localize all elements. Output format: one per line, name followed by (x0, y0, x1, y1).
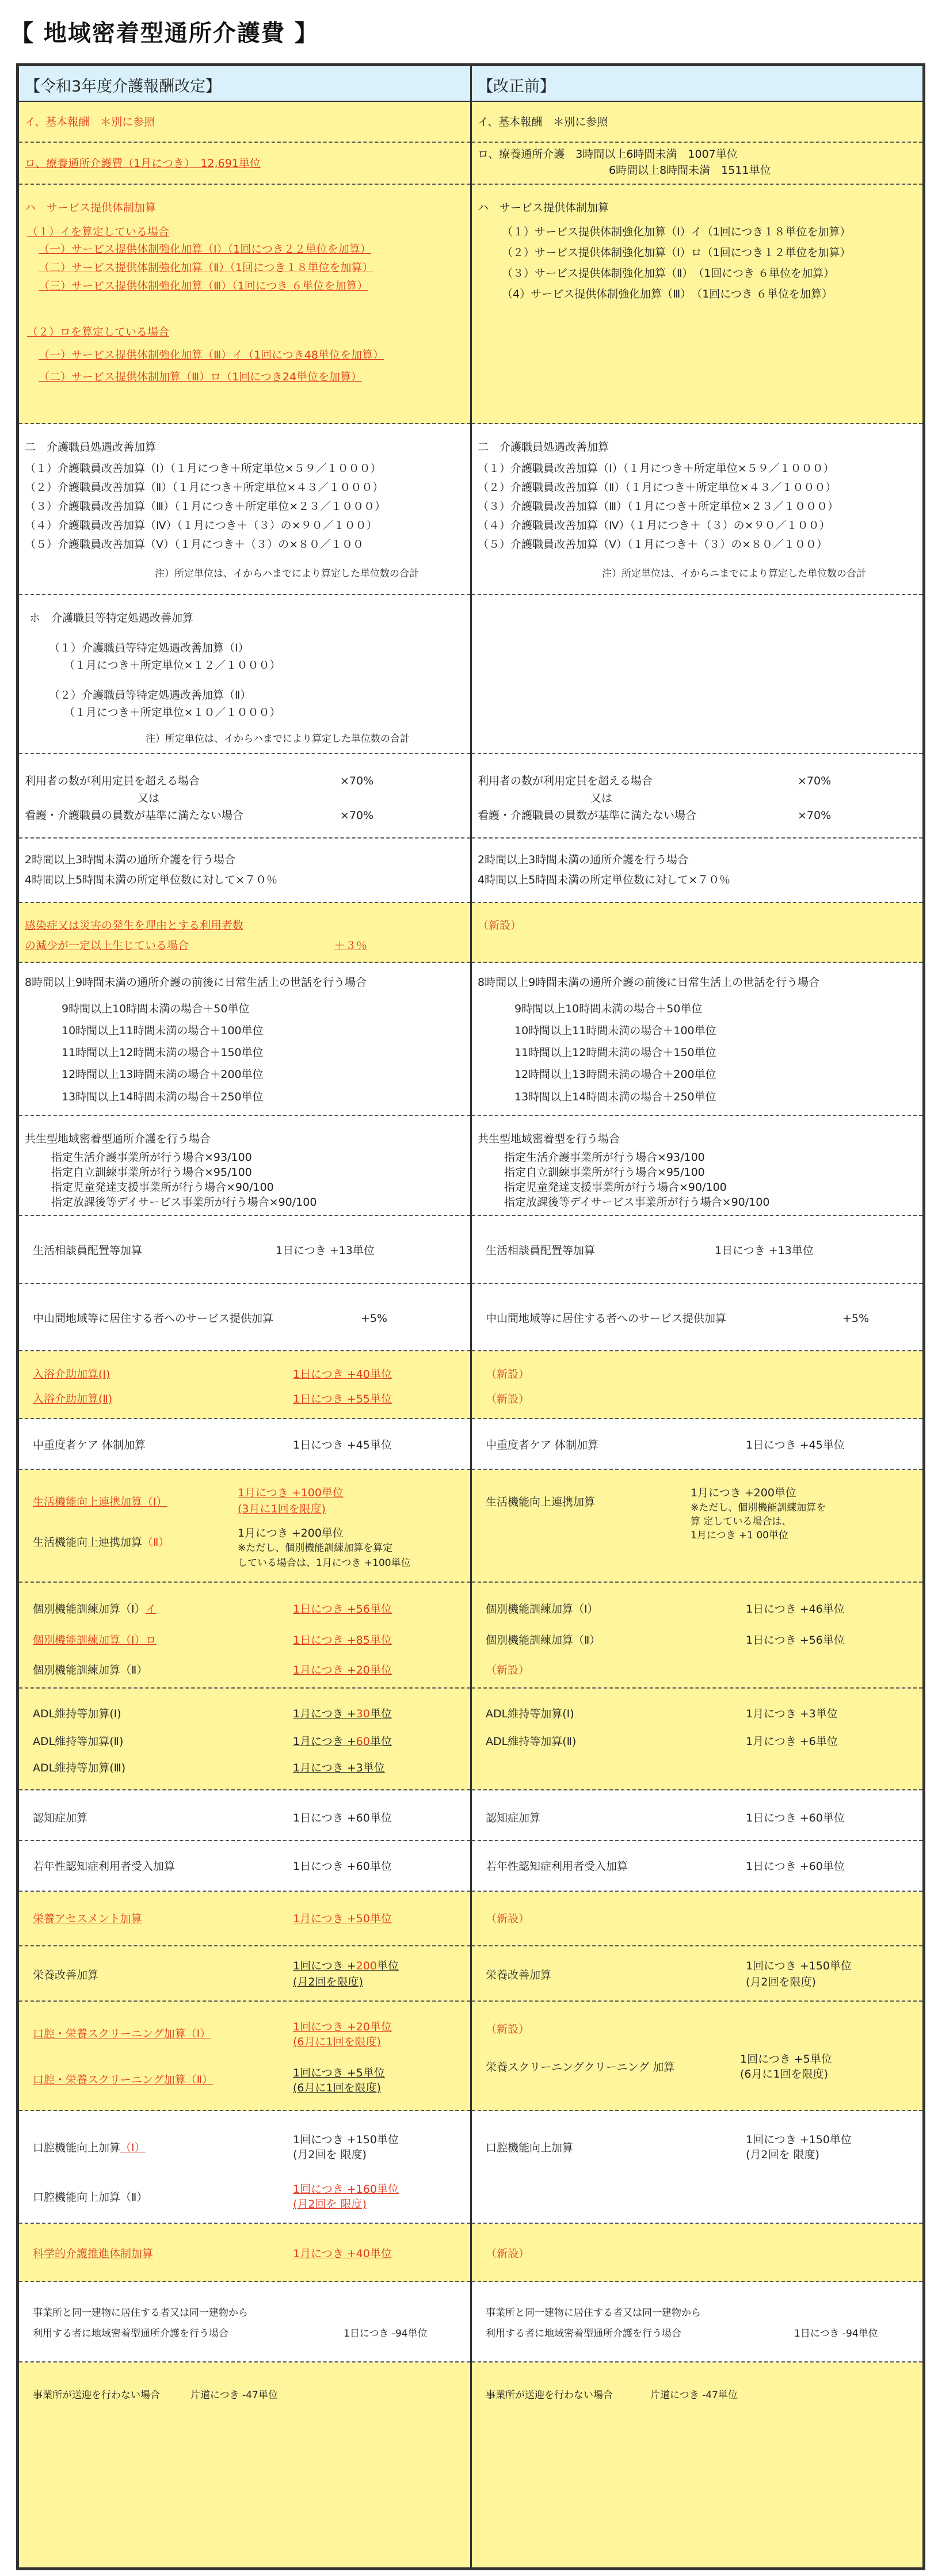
prev-row-bathing (472, 1351, 922, 1419)
moderate-care-value: 1日につき +45単位 (293, 1439, 392, 1451)
capacity-b: 看護・介護職員の員数が基準に満たない場合 (25, 809, 244, 822)
adl-1-number: 30 (356, 1708, 370, 1720)
prev-service-l2: （２）サービス提供体制強化加算（Ⅰ）ロ（1回につき１２単位を加算） (502, 246, 851, 259)
prev-life-function-label: 生活機能向上連携加算 (486, 1496, 596, 1508)
adl-1-unit: 単位 (369, 1708, 392, 1720)
basic-fee-text: イ、基本報酬 ＊別に参照 (25, 116, 155, 128)
training-1a-value: 1日につき +56単位 (293, 1603, 392, 1615)
service-b2: （二）サービス提供体制加算（Ⅲ）ロ（1回につき24単位を加算） (39, 371, 362, 383)
prev-capacity-b-value: ×70% (798, 809, 832, 822)
oral-function-1-value: 1回につき +150単位 (293, 2133, 399, 2146)
oral-screening-2-tier: （Ⅱ） (185, 2074, 213, 2086)
prev-same-building-b: 利用する者に地域密着型通所介護を行う場合 (486, 2328, 681, 2339)
nutrition-improvement-value (293, 1959, 399, 1973)
prev-moderate-care-value: 1日につき +45単位 (746, 1439, 845, 1451)
specific-b: （２）介護職員等特定処遇改善加算（Ⅱ） (49, 689, 251, 702)
prev-adl-2-value: 1月につき +6単位 (746, 1735, 838, 1748)
service-a2: （二）サービス提供体制強化加算（Ⅱ）（1回につき１８単位を加算） (39, 261, 373, 274)
prev-same-building-value: 1日につき -94単位 (794, 2328, 878, 2339)
prev-row-infection (472, 903, 922, 963)
prev-treatment-heading: 二 介護職員処遇改善加算 (478, 441, 609, 454)
row-extended-care (19, 963, 470, 1116)
prev-row-nutrition-improvement (472, 1946, 922, 2002)
nutrition-assessment-label: 栄養アセスメント加算 (33, 1912, 142, 1925)
prev-treatment-l3: （３）介護職員改善加算（Ⅲ）（１月につき＋所定単位×２３／１０００） (478, 500, 839, 513)
prev-row-same-building (472, 2282, 922, 2362)
adl-2: ADL維持等加算(Ⅱ) (33, 1735, 124, 1748)
header-revised: 【令和3年度介護報酬改定】 (19, 66, 470, 102)
prev-extended-l4: 12時間以上13時間未満の場合＋200単位 (514, 1068, 716, 1081)
prev-symbiotic-l2: 指定自立訓練事業所が行う場合×95/100 (504, 1166, 705, 1179)
life-function-2-label: 生活機能向上連携加算 (33, 1536, 143, 1549)
row-oral-screening (19, 2002, 470, 2111)
prev-extended-l1: 9時間以上10時間未満の場合＋50単位 (514, 1003, 703, 1015)
specific-heading: ホ 介護職員等特定処遇改善加算 (29, 612, 194, 624)
row-treatment-improvement (19, 424, 470, 595)
column-divider (470, 66, 472, 2567)
prev-row-oral-screening (472, 2002, 922, 2111)
no-transport-value: 片道につき -47単位 (190, 2390, 278, 2401)
extended-l4: 12時間以上13時間未満の場合＋200単位 (62, 1068, 264, 1081)
same-building-b: 利用する者に地域密着型通所介護を行う場合 (33, 2328, 228, 2339)
oral-function-1 (33, 2141, 146, 2155)
prev-oral-function-value: 1回につき +150単位 (746, 2133, 852, 2146)
mountain-label: 中山間地域等に居住する者へのサービス提供加算 (33, 1312, 274, 1325)
oral-screening-1-value: 1回につき +20単位 (293, 2021, 392, 2033)
row-symbiotic (19, 1116, 470, 1216)
prev-counselor-value: 1日につき +13単位 (715, 1244, 814, 1257)
extended-l1: 9時間以上10時間未満の場合＋50単位 (62, 1003, 250, 1015)
oral-function-2-limit: (月2回を 限度) (293, 2198, 367, 2211)
oral-screening-1-limit: (6月に1回を限度) (293, 2036, 382, 2048)
oral-function-2: 口腔機能向上加算（Ⅱ） (33, 2191, 148, 2204)
bathing-2: 入浴介助加算(Ⅱ) (33, 1393, 113, 1405)
prev-row-nutrition-assessment (472, 1892, 922, 1946)
prev-nutrition-assessment-new: （新設） (486, 1912, 530, 1925)
prev-life-function-value: 1月につき +200単位 (691, 1487, 796, 1499)
capacity-a: 利用者の数が利用定員を超える場合 (25, 775, 200, 787)
prev-row-basic-fee (472, 102, 922, 143)
prev-row-service-system (472, 185, 922, 424)
life-function-2-tier: （Ⅱ） (142, 1536, 170, 1549)
prev-infection-new: （新設） (478, 919, 522, 932)
oral-screening-2-value: 1回につき +5単位 (293, 2067, 385, 2079)
row-infection (19, 903, 470, 963)
prev-nutrition-screening-value: 1回につき +5単位 (740, 2053, 832, 2066)
prev-treatment-l1: （１）介護職員改善加算（Ⅰ）（１月につき＋所定単位×５９／１０００） (478, 462, 834, 475)
column-previous (472, 66, 922, 2567)
prev-oral-function-limit: (月2回を 限度) (746, 2148, 819, 2161)
training-2: 個別機能訓練加算（Ⅱ） (33, 1664, 148, 1676)
prev-oral-screening-new: （新設） (486, 2023, 530, 2036)
life-function-1-label: 生活機能向上連携加算 (33, 1496, 143, 1508)
counselor-value: 1日につき +13単位 (276, 1244, 375, 1257)
treatment-note: 注）所定単位は、イからハまでにより算定した単位数の合計 (155, 568, 419, 580)
prev-row-counselor (472, 1216, 922, 1284)
prev-capacity-a-value: ×70% (798, 775, 832, 787)
prev-adl-1-value: 1月につき +3単位 (746, 1708, 838, 1720)
symbiotic-l1: 指定生活介護事業所が行う場合×93/100 (51, 1151, 252, 1164)
prev-row-no-transport (472, 2362, 922, 2567)
row-adl (19, 1689, 470, 1790)
prev-row-extended-care (472, 963, 922, 1116)
prev-row-short-service (472, 839, 922, 903)
prev-training-new: （新設） (486, 1664, 530, 1676)
prev-treatment-l5: （５）介護職員改善加算（Ⅴ）（１月につき＋（３）の×８０／１００） (478, 538, 828, 551)
prev-treatment-l2: （２）介護職員改善加算（Ⅱ）（１月につき＋所定単位×４３／１０００） (478, 481, 837, 494)
prev-extended-heading: 8時間以上9時間未満の通所介護の前後に日常生活上の世話を行う場合 (478, 976, 820, 989)
adl-1: ADL維持等加算(Ⅰ) (33, 1708, 121, 1720)
symbiotic-l3: 指定児童発達支援事業所が行う場合×90/100 (51, 1181, 274, 1194)
extended-l5: 13時間以上14時間未満の場合＋250単位 (62, 1091, 264, 1103)
column-revised (19, 66, 470, 2567)
nutrition-improvement-unit: 単位 (376, 1960, 399, 1972)
prev-capacity-a: 利用者の数が利用定員を超える場合 (478, 775, 653, 787)
row-nutrition-assessment (19, 1892, 470, 1946)
specific-b1: （１月につき＋所定単位×１０／１０００） (64, 706, 281, 719)
symbiotic-l4: 指定放課後等デイサービス事業所が行う場合×90/100 (51, 1196, 317, 1209)
prev-bathing-1-new: （新設） (486, 1368, 530, 1381)
adl-2-number: 60 (356, 1735, 370, 1748)
prev-symbiotic-l3: 指定児童発達支援事業所が行う場合×90/100 (504, 1181, 727, 1194)
nutrition-improvement-limit: (月2回を限度) (293, 1976, 363, 1988)
infection-a: 感染症又は災害の発生を理由とする利用者数 (25, 919, 244, 932)
extended-l3: 11時間以上12時間未満の場合＋150単位 (62, 1046, 264, 1059)
prev-life-function-note3: 1月につき +1 00単位 (691, 1530, 788, 1541)
prev-nutrition-improvement-limit: (月2回を限度) (746, 1976, 816, 1988)
scientific-care-label: 科学的介護推進体制加算 (33, 2247, 154, 2260)
prev-no-transport-value: 片道につき -47単位 (650, 2390, 738, 2401)
training-1a-label: 個別機能訓練加算（Ⅰ） (33, 1603, 146, 1615)
prev-row-specific-treatment (472, 595, 922, 754)
treatment-l5: （５）介護職員改善加算（Ⅴ）（１月につき＋（３）の×８０／１００ (25, 538, 364, 551)
prev-oral-function-label: 口腔機能向上加算 (486, 2141, 574, 2154)
row-oral-function (19, 2111, 470, 2224)
life-function-2-note2: している場合は、1月につき +100単位 (238, 1557, 411, 1569)
young-dementia-label: 若年性認知症利用者受入加算 (33, 1860, 176, 1873)
prev-moderate-care-label: 中重度者ケア 体制加算 (486, 1439, 599, 1451)
same-building-a: 事業所と同一建物に居住する者又は同一建物から (33, 2307, 248, 2319)
prev-dementia-label: 認知症加算 (486, 1812, 541, 1824)
nutrition-improvement-prefix: 1回につき + (293, 1960, 356, 1972)
prev-young-dementia-value: 1日につき +60単位 (746, 1860, 845, 1873)
prev-training-2: 個別機能訓練加算（Ⅱ） (486, 1634, 601, 1647)
prev-training-1: 個別機能訓練加算（Ⅰ） (486, 1603, 598, 1615)
life-function-2 (33, 1535, 169, 1549)
dementia-label: 認知症加算 (33, 1812, 88, 1824)
mountain-value: +5% (361, 1312, 388, 1325)
prev-no-transport-label: 事業所が送迎を行わない場合 (486, 2390, 613, 2401)
oral-function-1-label: 口腔機能向上加算 (33, 2141, 121, 2154)
infection-b: の減少が一定以上生じている場合 (25, 939, 189, 952)
adl-2-prefix: 1月につき + (293, 1735, 356, 1748)
row-service-system (19, 185, 470, 424)
oral-screening-2-label: 口腔・栄養スクリーニング加算 (33, 2074, 186, 2086)
row-specific-treatment (19, 595, 470, 754)
prev-training-1-value: 1日につき +46単位 (746, 1603, 845, 1615)
adl-2-value (293, 1735, 392, 1748)
bathing-2-value: 1日につき +55単位 (293, 1393, 392, 1405)
young-dementia-value: 1日につき +60単位 (293, 1860, 392, 1873)
oral-screening-2-limit: (6月に1回を限度) (293, 2082, 382, 2094)
oral-screening-1: 口腔・栄養スクリーニング加算（Ⅰ） (33, 2028, 211, 2040)
prev-nursing-fee-b: 6時間以上8時間未満 1511単位 (609, 164, 771, 177)
capacity-b-value: ×70% (340, 809, 374, 822)
bathing-1: 入浴介助加算(Ⅰ) (33, 1368, 110, 1381)
short-service-a: 2時間以上3時間未満の通所介護を行う場合 (25, 853, 236, 866)
row-short-service (19, 839, 470, 903)
row-nutrition-improvement (19, 1946, 470, 2002)
prev-scientific-care-new: （新設） (486, 2247, 530, 2260)
symbiotic-l2: 指定自立訓練事業所が行う場合×95/100 (51, 1166, 252, 1179)
row-capacity (19, 754, 470, 839)
prev-extended-l2: 10時間以上11時間未満の場合＋100単位 (514, 1024, 716, 1037)
prev-row-symbiotic (472, 1116, 922, 1216)
row-life-function (19, 1470, 470, 1583)
oral-function-2-value: 1回につき +160単位 (293, 2183, 399, 2196)
capacity-or: 又は (138, 792, 160, 805)
life-function-1 (33, 1495, 167, 1509)
dementia-value: 1日につき +60単位 (293, 1812, 392, 1824)
row-nursing-fee (19, 143, 470, 185)
training-1b-value: 1日につき +85単位 (293, 1634, 392, 1647)
oral-screening-2 (33, 2073, 213, 2087)
oral-function-1-limit: (月2回を 限度) (293, 2148, 367, 2161)
header-previous: 【改正前】 (472, 66, 922, 102)
training-1b: 個別機能訓練加算（Ⅰ）ロ (33, 1634, 157, 1647)
same-building-value: 1日につき -94単位 (344, 2328, 428, 2339)
prev-row-oral-function (472, 2111, 922, 2224)
prev-row-mountain (472, 1284, 922, 1351)
oral-function-1-tier: （Ⅰ） (120, 2141, 146, 2154)
specific-note: 注）所定単位は、イからハまでにより算定した単位数の合計 (146, 733, 410, 745)
life-function-1-tier: （Ⅰ） (142, 1496, 167, 1508)
prev-row-young-dementia (472, 1841, 922, 1892)
service-case-a: （１）イを算定している場合 (27, 226, 170, 238)
prev-symbiotic-l4: 指定放課後等デイサービス事業所が行う場合×90/100 (504, 1196, 770, 1209)
prev-capacity-or: 又は (590, 792, 613, 805)
short-service-b: 4時間以上5時間未満の所定単位数に対して×７０％ (25, 874, 278, 886)
service-case-b: （２）ロを算定している場合 (27, 326, 170, 338)
prev-mountain-value: +5% (842, 1312, 870, 1325)
prev-row-adl (472, 1689, 922, 1790)
prev-nutrition-improvement-label: 栄養改善加算 (486, 1969, 552, 1981)
prev-basic-fee-text: イ、基本報酬 ＊別に参照 (478, 116, 608, 128)
prev-short-service-a: 2時間以上3時間未満の通所介護を行う場合 (478, 853, 689, 866)
capacity-a-value: ×70% (340, 775, 374, 787)
adl-3: ADL維持等加算(Ⅲ) (33, 1762, 126, 1774)
row-moderate-care (19, 1419, 470, 1470)
adl-3-value: 1月につき +3単位 (293, 1762, 385, 1774)
prev-row-dementia (472, 1790, 922, 1841)
prev-row-moderate-care (472, 1419, 922, 1470)
training-1a (33, 1602, 157, 1616)
prev-counselor-label: 生活相談員配置等加算 (486, 1244, 596, 1257)
prev-symbiotic-heading: 共生型地域密着型を行う場合 (478, 1133, 620, 1145)
training-2-value: 1月につき +20単位 (293, 1664, 392, 1676)
training-1a-tier: イ (145, 1603, 157, 1615)
row-bathing (19, 1351, 470, 1419)
prev-training-2-value: 1日につき +56単位 (746, 1634, 845, 1647)
row-no-transport (19, 2362, 470, 2567)
row-same-building (19, 2282, 470, 2362)
row-basic-fee (19, 102, 470, 143)
service-b1: （一）サービス提供体制強化加算（Ⅲ）イ（1回につき48単位を加算） (39, 349, 384, 361)
prev-treatment-note: 注）所定単位は、イからニまでにより算定した単位数の合計 (602, 568, 866, 580)
infection-value: ＋３％ (334, 939, 368, 952)
nursing-fee-text: ロ、療養通所介護費（1月につき） 12,691単位 (25, 157, 261, 170)
prev-life-function-note1: ※ただし、個別機能訓練加算を (691, 1502, 826, 1514)
prev-row-scientific-care (472, 2224, 922, 2282)
prev-nutrition-screening-label: 栄養スクリーニングクリーニング 加算 (486, 2061, 675, 2074)
symbiotic-heading: 共生型地域密着型通所介護を行う場合 (25, 1133, 211, 1145)
prev-mountain-label: 中山間地域等に居住する者へのサービス提供加算 (486, 1312, 727, 1325)
counselor-label: 生活相談員配置等加算 (33, 1244, 143, 1257)
row-dementia (19, 1790, 470, 1841)
treatment-l3: （３）介護職員改善加算（Ⅲ）（１月につき＋所定単位×２３／１０００） (25, 500, 386, 513)
row-individual-training (19, 1583, 470, 1689)
prev-row-life-function (472, 1470, 922, 1583)
life-function-2-note1: ※ただし、個別機能訓練加算を算定 (238, 1542, 393, 1554)
prev-row-nursing-fee (472, 143, 922, 185)
specific-a1: （１月につき＋所定単位×１２／１０００） (64, 659, 281, 672)
service-a1: （一）サービス提供体制強化加算（Ⅰ）（1回につき２２単位を加算） (39, 243, 371, 256)
prev-treatment-l4: （４）介護職員改善加算（Ⅳ）（１月につき＋（３）の×９０／１００） (478, 519, 830, 532)
adl-1-value (293, 1707, 392, 1721)
treatment-heading: 二 介護職員処遇改善加算 (25, 441, 157, 454)
nutrition-improvement-label: 栄養改善加算 (33, 1969, 99, 1981)
prev-extended-l3: 11時間以上12時間未満の場合＋150単位 (514, 1046, 716, 1059)
prev-service-l4: （4）サービス提供体制強化加算（Ⅲ） （1回につき ６単位を加算） (502, 288, 833, 300)
prev-symbiotic-l1: 指定生活介護事業所が行う場合×93/100 (504, 1151, 705, 1164)
prev-same-building-a: 事業所と同一建物に居住する者又は同一建物から (486, 2307, 701, 2319)
prev-service-l1: （１）サービス提供体制強化加算（Ⅰ）イ（1回につき１８単位を加算） (502, 226, 851, 238)
row-mountain (19, 1284, 470, 1351)
prev-nutrition-screening-limit: (6月に1回を限度) (740, 2068, 829, 2080)
row-scientific-care (19, 2224, 470, 2282)
prev-nursing-fee-a: ロ、療養通所介護 3時間以上6時間未満 1007単位 (478, 148, 738, 161)
prev-life-function-note2: 算 定している場合は、 (691, 1516, 792, 1527)
treatment-l1: （１）介護職員改善加算（Ⅰ）（１月につき＋所定単位×５９／１０００） (25, 462, 382, 475)
prev-service-heading: ハ サービス提供体制加算 (478, 201, 609, 214)
prev-service-l3: （３）サービス提供体制強化加算（Ⅱ） （1回につき ６単位を加算） (502, 267, 835, 280)
extended-l2: 10時間以上11時間未満の場合＋100単位 (62, 1024, 264, 1037)
adl-2-unit: 単位 (369, 1735, 392, 1748)
life-function-2-value: 1月につき +200単位 (238, 1527, 344, 1539)
prev-row-capacity (472, 754, 922, 839)
page-title: 【 地域密着型通所介護費 】 (10, 20, 319, 47)
comparison-table (16, 63, 925, 2570)
prev-dementia-value: 1日につき +60単位 (746, 1812, 845, 1824)
prev-young-dementia-label: 若年性認知症利用者受入加算 (486, 1860, 628, 1873)
prev-adl-1: ADL維持等加算(Ⅰ) (486, 1708, 574, 1720)
service-a3: （三）サービス提供体制強化加算（Ⅲ）（1回につき ６単位を加算） (39, 280, 368, 292)
moderate-care-label: 中重度者ケア 体制加算 (33, 1439, 146, 1451)
no-transport-label: 事業所が送迎を行わない場合 (33, 2390, 160, 2401)
prev-row-treatment-improvement (472, 424, 922, 595)
extended-heading: 8時間以上9時間未満の通所介護の前後に日常生活上の世話を行う場合 (25, 976, 367, 989)
scientific-care-value: 1月につき +40単位 (293, 2247, 392, 2260)
prev-extended-l5: 13時間以上14時間未満の場合＋250単位 (514, 1091, 716, 1103)
treatment-l4: （４）介護職員改善加算（Ⅳ）（１月につき＋（３）の×９０／１００） (25, 519, 378, 532)
life-function-1-value: 1月につき +100単位 (238, 1487, 344, 1499)
prev-adl-2: ADL維持等加算(Ⅱ) (486, 1735, 577, 1748)
nutrition-improvement-number: 200 (356, 1960, 377, 1972)
prev-bathing-2-new: （新設） (486, 1393, 530, 1405)
service-system-heading: ハ サービス提供体制加算 (25, 201, 157, 214)
prev-nutrition-improvement-value: 1回につき +150単位 (746, 1960, 852, 1972)
prev-capacity-b: 看護・介護職員の員数が基準に満たない場合 (478, 809, 697, 822)
row-counselor (19, 1216, 470, 1284)
life-function-1-limit: (3月に1回を限度) (238, 1503, 326, 1515)
row-young-dementia (19, 1841, 470, 1892)
bathing-1-value: 1日につき +40単位 (293, 1368, 392, 1381)
adl-1-prefix: 1月につき + (293, 1708, 356, 1720)
specific-a: （１）介護職員等特定処遇改善加算（Ⅰ） (49, 642, 249, 654)
treatment-l2: （２）介護職員改善加算（Ⅱ）（１月につき＋所定単位×４３／１０００） (25, 481, 384, 494)
prev-short-service-b: 4時間以上5時間未満の所定単位数に対して×７０％ (478, 874, 731, 886)
prev-row-individual-training (472, 1583, 922, 1689)
nutrition-assessment-value: 1月につき +50単位 (293, 1912, 392, 1925)
